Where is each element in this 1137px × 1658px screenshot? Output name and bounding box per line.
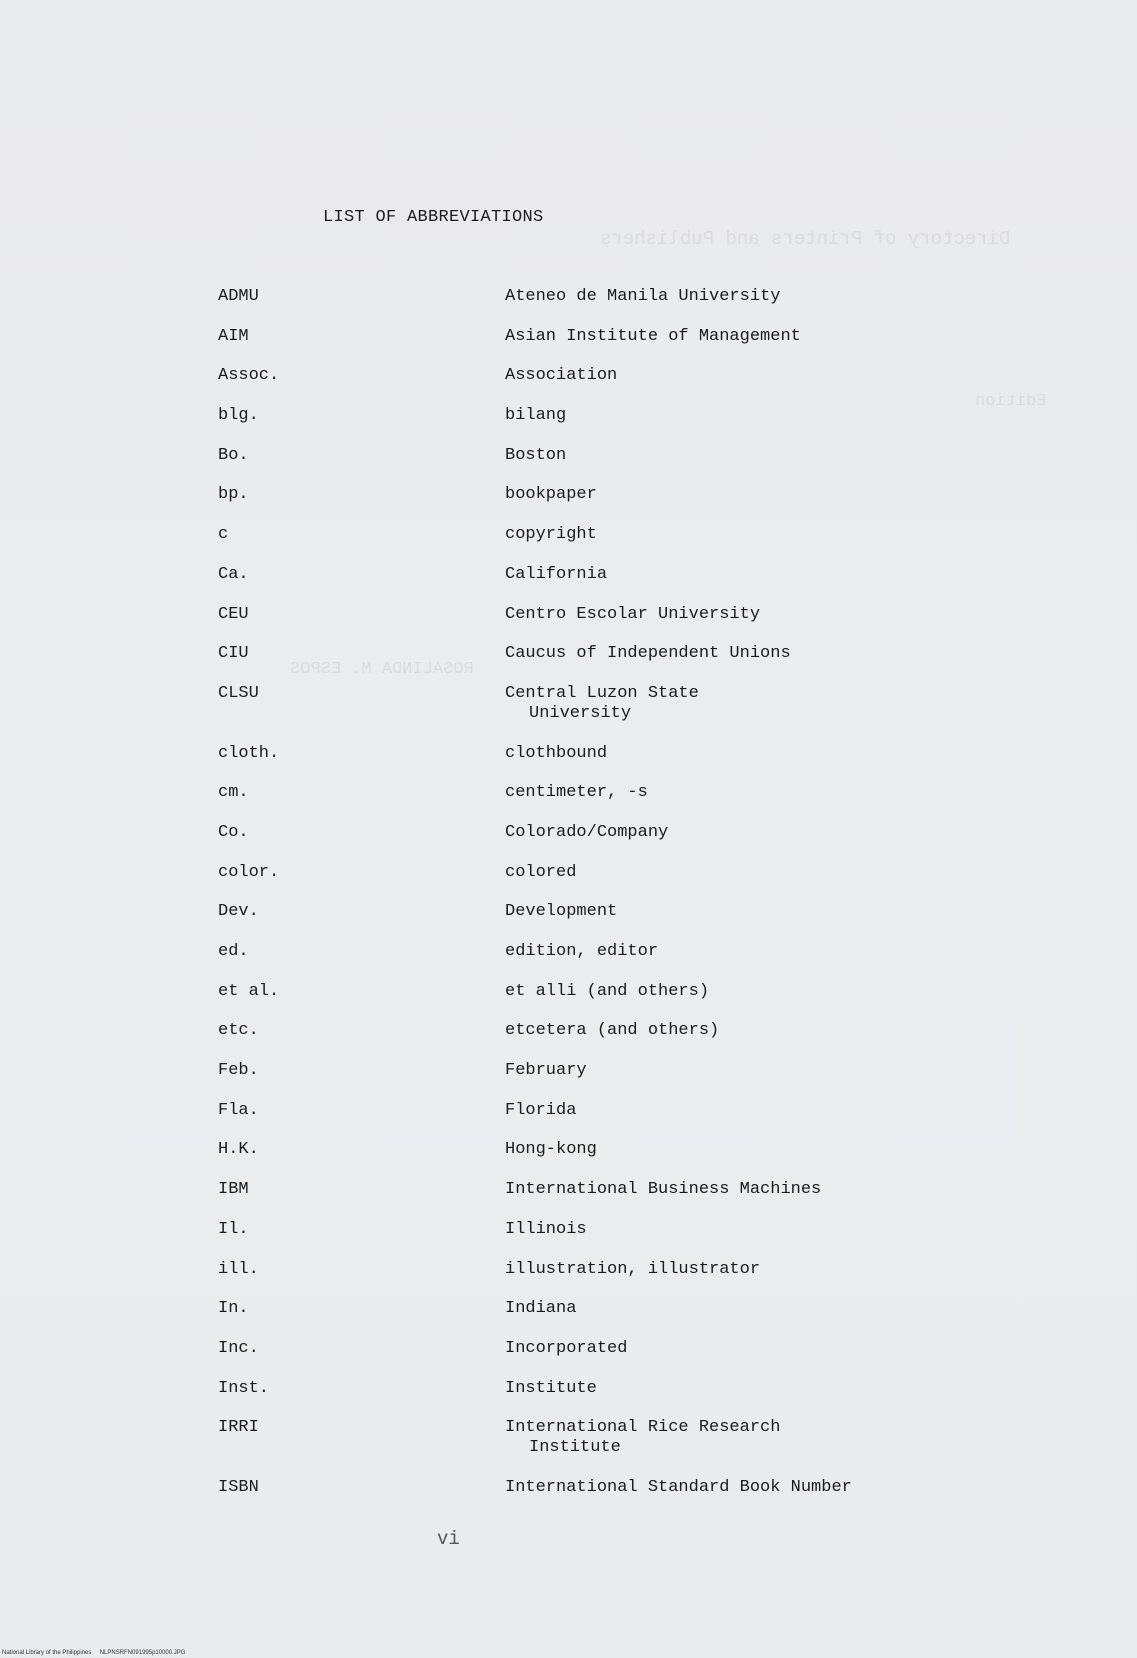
list-item — [218, 605, 938, 625]
abbreviation: cm. — [218, 783, 249, 803]
abbreviation: cloth. — [218, 743, 280, 763]
meaning-line: International Rice Research — [505, 1418, 781, 1438]
page-number: vi — [437, 1528, 460, 1550]
meaning: Boston — [505, 445, 567, 465]
list-item — [218, 327, 938, 347]
list-item — [218, 982, 938, 1002]
abbreviation: Assoc. — [218, 366, 280, 386]
abbreviation: In. — [218, 1299, 249, 1319]
list-item — [218, 1299, 938, 1319]
abbreviation: blg. — [218, 406, 259, 426]
list-item — [218, 287, 938, 307]
meaning-continuation: University — [529, 703, 632, 723]
abbreviation: Inst. — [218, 1378, 270, 1398]
list-item — [218, 863, 938, 883]
abbreviation: ill. — [218, 1259, 259, 1279]
list-item — [218, 446, 938, 466]
list-item — [218, 1101, 938, 1121]
abbreviation: CIU — [218, 644, 249, 664]
abbreviation: IRRI — [218, 1418, 259, 1438]
list-item — [218, 1220, 938, 1240]
list-item — [218, 1140, 938, 1160]
meaning: Centro Escolar University — [505, 604, 761, 624]
meaning: et alli (and others) — [505, 981, 710, 1001]
show-through-section: Edition — [975, 392, 1047, 411]
abbreviation: Ca. — [218, 564, 249, 584]
meaning: Development — [505, 902, 618, 922]
meaning: Indiana — [505, 1299, 577, 1319]
meaning: bilang — [505, 406, 567, 426]
list-item — [218, 823, 938, 843]
meaning: copyright — [505, 525, 597, 545]
meaning: Caucus of Independent Unions — [505, 644, 791, 664]
meaning: International Standard Book Number — [505, 1477, 852, 1497]
abbreviation: etc. — [218, 1021, 259, 1041]
meaning — [505, 684, 938, 724]
meaning: Illinois — [505, 1219, 587, 1239]
meaning: Institute — [505, 1378, 597, 1398]
meaning: Hong-kong — [505, 1140, 597, 1160]
abbreviation: Il. — [218, 1219, 249, 1239]
list-item — [218, 942, 938, 962]
abbreviation: CLSU — [218, 683, 259, 703]
list-item — [218, 406, 938, 426]
abbreviation: c — [218, 525, 229, 545]
list-item — [218, 1061, 938, 1081]
list-item — [218, 783, 938, 803]
meaning: Asian Institute of Management — [505, 326, 801, 346]
meaning: etcetera (and others) — [505, 1021, 720, 1041]
list-item — [218, 644, 938, 664]
list-item — [218, 1379, 938, 1399]
meaning: International Business Machines — [505, 1180, 822, 1200]
show-through-signature: ROSALINDA M. ESPOS — [290, 660, 474, 679]
abbreviation: Inc. — [218, 1338, 259, 1358]
abbreviation: ADMU — [218, 287, 259, 306]
show-through-heading: Directory of Printers and Publishers — [600, 228, 1011, 250]
abbreviation: Dev. — [218, 902, 259, 922]
meaning: Ateneo de Manila University — [505, 287, 781, 306]
abbreviation: Feb. — [218, 1061, 259, 1081]
list-item — [218, 744, 938, 764]
abbreviation-list — [218, 287, 938, 1518]
abbreviation: AIM — [218, 326, 249, 346]
list-item — [218, 565, 938, 585]
list-item — [218, 684, 938, 724]
meaning: illustration, illustrator — [505, 1259, 761, 1279]
list-item — [218, 1180, 938, 1200]
meaning: California — [505, 564, 608, 584]
abbreviation: Bo. — [218, 445, 249, 465]
list-item — [218, 902, 938, 922]
meaning-continuation: Institute — [529, 1438, 621, 1458]
abbreviation: Co. — [218, 822, 249, 842]
abbreviation: color. — [218, 862, 280, 882]
list-item — [218, 1478, 938, 1498]
abbreviation: IBM — [218, 1180, 249, 1200]
abbreviation: et al. — [218, 981, 280, 1001]
abbreviation: H.K. — [218, 1140, 259, 1160]
meaning: centimeter, -s — [505, 783, 648, 803]
meaning: Florida — [505, 1100, 577, 1120]
abbreviation: bp. — [218, 485, 249, 505]
meaning: colored — [505, 862, 577, 882]
list-item — [218, 1418, 938, 1458]
list-item — [218, 525, 938, 545]
list-item — [218, 1339, 938, 1359]
meaning: edition, editor — [505, 942, 659, 961]
meaning: clothbound — [505, 743, 608, 763]
meaning: Association — [505, 366, 618, 386]
meaning-line: Central Luzon State — [505, 683, 699, 703]
abbreviation: ed. — [218, 942, 249, 961]
meaning: bookpaper — [505, 485, 597, 505]
list-item — [218, 485, 938, 505]
page-title: LIST OF ABBREVIATIONS — [323, 208, 544, 227]
list-item — [218, 366, 938, 386]
meaning: Colorado/Company — [505, 822, 669, 842]
meaning: Incorporated — [505, 1338, 628, 1358]
abbreviation: CEU — [218, 604, 249, 624]
abbreviation: Fla. — [218, 1100, 259, 1120]
meaning — [505, 1418, 938, 1458]
list-item — [218, 1260, 938, 1280]
list-item — [218, 1021, 938, 1041]
scan-footer: National Library of the Philippines NLPNSRFN091995p10000.JPG — [2, 1650, 186, 1656]
meaning: February — [505, 1061, 587, 1081]
abbreviation: ISBN — [218, 1477, 259, 1497]
